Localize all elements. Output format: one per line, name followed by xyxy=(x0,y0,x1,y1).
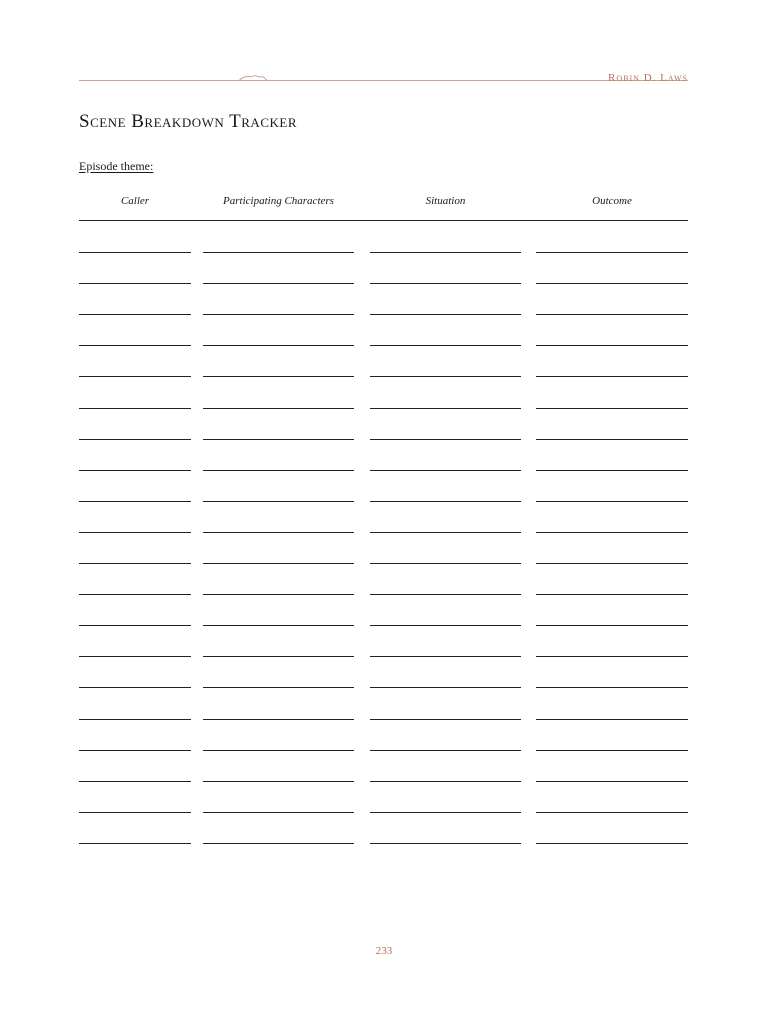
entry-line-outcome[interactable] xyxy=(536,345,688,346)
entry-line-situation[interactable] xyxy=(370,532,521,533)
entry-line-outcome[interactable] xyxy=(536,532,688,533)
entry-line-situation[interactable] xyxy=(370,501,521,502)
entry-line-caller[interactable] xyxy=(79,625,191,626)
entry-line-situation[interactable] xyxy=(370,719,521,720)
entry-line-caller[interactable] xyxy=(79,687,191,688)
entry-line-situation[interactable] xyxy=(370,314,521,315)
entry-line-outcome[interactable] xyxy=(536,252,688,253)
entry-line-caller[interactable] xyxy=(79,843,191,844)
entry-line-participating-characters[interactable] xyxy=(203,345,354,346)
entry-line-participating-characters[interactable] xyxy=(203,719,354,720)
entry-line-caller[interactable] xyxy=(79,376,191,377)
page-number: 233 xyxy=(375,945,393,957)
entry-line-outcome[interactable] xyxy=(536,625,688,626)
entry-line-outcome[interactable] xyxy=(536,408,688,409)
entry-line-outcome[interactable] xyxy=(536,750,688,751)
entry-line-participating-characters[interactable] xyxy=(203,501,354,502)
entry-line-participating-characters[interactable] xyxy=(203,594,354,595)
entry-line-participating-characters[interactable] xyxy=(203,439,354,440)
entry-line-outcome[interactable] xyxy=(536,470,688,471)
column-header-outcome: Outcome xyxy=(592,195,632,207)
entry-line-situation[interactable] xyxy=(370,594,521,595)
entry-line-caller[interactable] xyxy=(79,594,191,595)
entry-line-participating-characters[interactable] xyxy=(203,812,354,813)
entry-line-participating-characters[interactable] xyxy=(203,314,354,315)
entry-line-situation[interactable] xyxy=(370,439,521,440)
entry-line-outcome[interactable] xyxy=(536,283,688,284)
entry-line-situation[interactable] xyxy=(370,470,521,471)
entry-line-participating-characters[interactable] xyxy=(203,252,354,253)
entry-line-participating-characters[interactable] xyxy=(203,687,354,688)
entry-line-participating-characters[interactable] xyxy=(203,470,354,471)
entry-line-caller[interactable] xyxy=(79,345,191,346)
entry-line-situation[interactable] xyxy=(370,687,521,688)
entry-line-caller[interactable] xyxy=(79,563,191,564)
episode-theme-label: Episode theme: xyxy=(79,159,154,173)
entry-line-caller[interactable] xyxy=(79,408,191,409)
entry-line-participating-characters[interactable] xyxy=(203,376,354,377)
entry-line-caller[interactable] xyxy=(79,501,191,502)
header-author: Robin D. Laws xyxy=(608,72,688,84)
entry-line-caller[interactable] xyxy=(79,314,191,315)
entry-line-participating-characters[interactable] xyxy=(203,563,354,564)
entry-line-situation[interactable] xyxy=(370,843,521,844)
entry-line-outcome[interactable] xyxy=(536,501,688,502)
entry-line-caller[interactable] xyxy=(79,781,191,782)
entry-line-caller[interactable] xyxy=(79,532,191,533)
entry-line-outcome[interactable] xyxy=(536,439,688,440)
entry-line-caller[interactable] xyxy=(79,439,191,440)
entry-line-participating-characters[interactable] xyxy=(203,656,354,657)
entry-line-caller[interactable] xyxy=(79,812,191,813)
column-header-caller: Caller xyxy=(120,195,150,207)
entry-line-outcome[interactable] xyxy=(536,563,688,564)
entry-line-participating-characters[interactable] xyxy=(203,843,354,844)
entry-line-outcome[interactable] xyxy=(536,376,688,377)
column-header-situation: Situation xyxy=(425,195,466,207)
page-title: Scene Breakdown Tracker xyxy=(79,111,297,132)
entry-line-caller[interactable] xyxy=(79,283,191,284)
entry-line-participating-characters[interactable] xyxy=(203,625,354,626)
entry-line-outcome[interactable] xyxy=(536,594,688,595)
entry-line-situation[interactable] xyxy=(370,781,521,782)
entry-line-situation[interactable] xyxy=(370,283,521,284)
entry-line-situation[interactable] xyxy=(370,750,521,751)
entry-line-caller[interactable] xyxy=(79,750,191,751)
entry-line-outcome[interactable] xyxy=(536,781,688,782)
entry-line-outcome[interactable] xyxy=(536,656,688,657)
entry-line-outcome[interactable] xyxy=(536,687,688,688)
entry-line-participating-characters[interactable] xyxy=(203,532,354,533)
entry-line-caller[interactable] xyxy=(79,470,191,471)
entry-line-situation[interactable] xyxy=(370,376,521,377)
entry-line-participating-characters[interactable] xyxy=(203,283,354,284)
entry-line-situation[interactable] xyxy=(370,252,521,253)
entry-line-situation[interactable] xyxy=(370,563,521,564)
entry-line-participating-characters[interactable] xyxy=(203,408,354,409)
entry-line-caller[interactable] xyxy=(79,656,191,657)
entry-line-situation[interactable] xyxy=(370,625,521,626)
entry-line-participating-characters[interactable] xyxy=(203,750,354,751)
entry-line-situation[interactable] xyxy=(370,812,521,813)
entry-line-caller[interactable] xyxy=(79,252,191,253)
entry-line-situation[interactable] xyxy=(370,408,521,409)
entry-line-outcome[interactable] xyxy=(536,719,688,720)
entry-line-participating-characters[interactable] xyxy=(203,781,354,782)
column-header-participating-characters: Participating Characters xyxy=(223,195,334,207)
entry-line-caller[interactable] xyxy=(79,719,191,720)
entry-line-outcome[interactable] xyxy=(536,314,688,315)
entry-line-situation[interactable] xyxy=(370,345,521,346)
entry-line-situation[interactable] xyxy=(370,656,521,657)
entry-line-outcome[interactable] xyxy=(536,812,688,813)
entry-line-outcome[interactable] xyxy=(536,843,688,844)
